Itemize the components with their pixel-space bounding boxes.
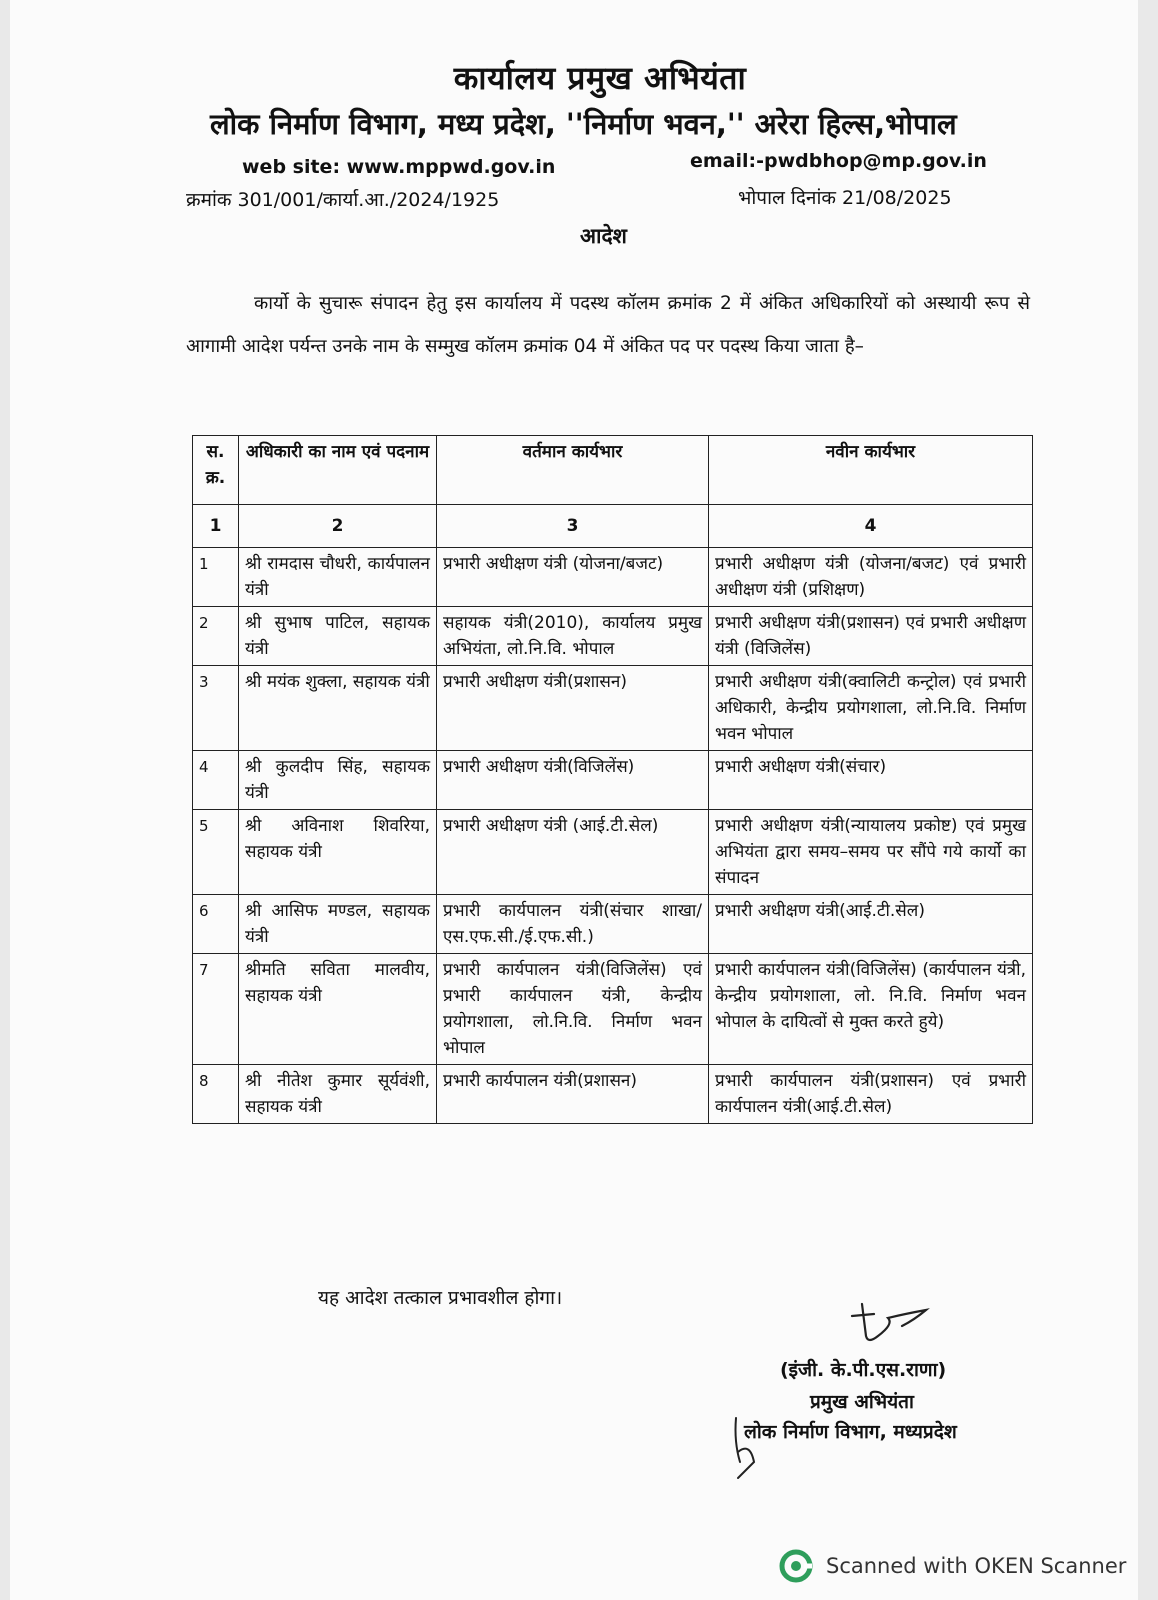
row-current-charge: प्रभारी अधीक्षण यंत्री(प्रशासन)	[437, 666, 709, 751]
row-current-charge: सहायक यंत्री(2010), कार्यालय प्रमुख अभियंता, लो.नि.वि. भोपाल	[437, 607, 709, 666]
row-current-charge: प्रभारी अधीक्षण यंत्री (योजना/बजट)	[437, 548, 709, 607]
row-officer: श्री मयंक शुक्ला, सहायक यंत्री	[239, 666, 437, 751]
row-new-charge: प्रभारी अधीक्षण यंत्री(संचार)	[709, 751, 1033, 810]
scanner-logo-icon	[778, 1548, 814, 1584]
intro-text: कार्यो के सुचारू संपादन हेतु इस कार्यालय में पदस्थ कॉलम क्रमांक 2 में अंकित अधिकारियों को अस्थायी रूप से आगामी आदेश पर्यन्त उनके नाम के सम्मुख कॉलम क्रमांक 04 में अंकित पद पर पदस्थ किया जाता है–	[186, 293, 1030, 357]
row-sn: 3	[193, 666, 239, 751]
initial-mark	[730, 1412, 770, 1482]
order-title: आदेश	[580, 224, 627, 248]
column-number: 4	[709, 505, 1033, 548]
table-header-row	[193, 436, 1033, 505]
row-sn: 6	[193, 895, 239, 954]
row-officer: श्री अविनाश शिवरिया, सहायक यंत्री	[239, 810, 437, 895]
signatory-designation: प्रमुख अभियंता	[810, 1391, 914, 1413]
row-new-charge: प्रभारी अधीक्षण यंत्री (योजना/बजट) एवं प्रभारी अधीक्षण यंत्री (प्रशिक्षण)	[709, 548, 1033, 607]
table-row	[193, 751, 1033, 810]
column-number-row	[193, 505, 1033, 548]
row-current-charge: प्रभारी अधीक्षण यंत्री (आई.टी.सेल)	[437, 810, 709, 895]
header-officer: अधिकारी का नाम एवं पदनाम	[239, 436, 437, 505]
column-number: 1	[193, 505, 239, 548]
scanner-text: Scanned with OKEN Scanner	[826, 1554, 1127, 1578]
row-new-charge: प्रभारी अधीक्षण यंत्री(न्यायालय प्रकोष्ट) एवं प्रमुख अभियंता द्वारा समय–समय पर सौंपे गये कार्यो का संपादन	[709, 810, 1033, 895]
row-new-charge: प्रभारी अधीक्षण यंत्री(आई.टी.सेल)	[709, 895, 1033, 954]
row-current-charge: प्रभारी कार्यपालन यंत्री(विजिलेंस) एवं प्रभारी कार्यपालन यंत्री, केन्द्रीय प्रयोगशाला, लो.नि.वि. निर्माण भवन भोपाल	[437, 954, 709, 1065]
row-officer: श्री कुलदीप सिंह, सहायक यंत्री	[239, 751, 437, 810]
row-current-charge: प्रभारी अधीक्षण यंत्री(विजिलेंस)	[437, 751, 709, 810]
row-officer: श्री नीतेश कुमार सूर्यवंशी, सहायक यंत्री	[239, 1065, 437, 1124]
table-row	[193, 666, 1033, 751]
row-officer: श्री आसिफ मण्डल, सहायक यंत्री	[239, 895, 437, 954]
intro-paragraph	[186, 282, 1030, 368]
row-new-charge: प्रभारी अधीक्षण यंत्री(प्रशासन) एवं प्रभारी अधीक्षण यंत्री (विजिलेंस)	[709, 607, 1033, 666]
row-sn: 2	[193, 607, 239, 666]
posting-table	[192, 435, 1033, 1124]
table-row	[193, 1065, 1033, 1124]
row-sn: 5	[193, 810, 239, 895]
header-sn: स. क्र.	[193, 436, 239, 505]
office-heading: कार्यालय प्रमुख अभियंता	[453, 59, 747, 97]
scanner-watermark	[778, 1548, 1126, 1584]
row-sn: 7	[193, 954, 239, 1065]
table-row	[193, 810, 1033, 895]
row-sn: 1	[193, 548, 239, 607]
website-text: web site: www.mppwd.gov.in	[242, 156, 556, 178]
signatory-department: लोक निर्माण विभाग, मध्यप्रदेश	[744, 1421, 957, 1443]
column-number: 3	[437, 505, 709, 548]
signature-mark	[844, 1296, 934, 1356]
header-new-charge: नवीन कार्यभार	[709, 436, 1033, 505]
row-officer: श्रीमति सविता मालवीय, सहायक यंत्री	[239, 954, 437, 1065]
table-row	[193, 954, 1033, 1065]
reference-number: क्रमांक 301/001/कार्या.आ./2024/1925	[186, 189, 500, 211]
table-row	[193, 548, 1033, 607]
row-current-charge: प्रभारी कार्यपालन यंत्री(प्रशासन)	[437, 1065, 709, 1124]
order-date: भोपाल दिनांक 21/08/2025	[738, 187, 952, 209]
row-officer: श्री रामदास चौधरी, कार्यपालन यंत्री	[239, 548, 437, 607]
table-row	[193, 895, 1033, 954]
header-current-charge: वर्तमान कार्यभार	[437, 436, 709, 505]
row-sn: 8	[193, 1065, 239, 1124]
row-new-charge: प्रभारी कार्यपालन यंत्री(विजिलेंस) (कार्यपालन यंत्री, केन्द्रीय प्रयोगशाला, लो. नि.वि. निर्माण भवन भोपाल के दायित्वों से मुक्त करते हुये)	[709, 954, 1033, 1065]
table-row	[193, 607, 1033, 666]
department-heading: लोक निर्माण विभाग, मध्य प्रदेश, ''निर्माण भवन,'' अरेरा हिल्स,भोपाल	[210, 107, 957, 141]
column-number: 2	[239, 505, 437, 548]
email-text: email:-pwdbhop@mp.gov.in	[690, 150, 987, 172]
row-new-charge: प्रभारी कार्यपालन यंत्री(प्रशासन) एवं प्रभारी कार्यपालन यंत्री(आई.टी.सेल)	[709, 1065, 1033, 1124]
row-new-charge: प्रभारी अधीक्षण यंत्री(क्वालिटी कन्ट्रोल) एवं प्रभारी अधिकारी, केन्द्रीय प्रयोगशाला, लो.नि.वि. निर्माण भवन भोपाल	[709, 666, 1033, 751]
document-page	[10, 0, 1138, 1600]
row-current-charge: प्रभारी कार्यपालन यंत्री(संचार शाखा/एस.एफ.सी./ई.एफ.सी.)	[437, 895, 709, 954]
row-sn: 4	[193, 751, 239, 810]
closing-statement: यह आदेश तत्काल प्रभावशील होगा।	[318, 1287, 563, 1309]
row-officer: श्री सुभाष पाटिल, सहायक यंत्री	[239, 607, 437, 666]
signatory-name: (इंजी. के.पी.एस.राणा)	[780, 1359, 947, 1381]
